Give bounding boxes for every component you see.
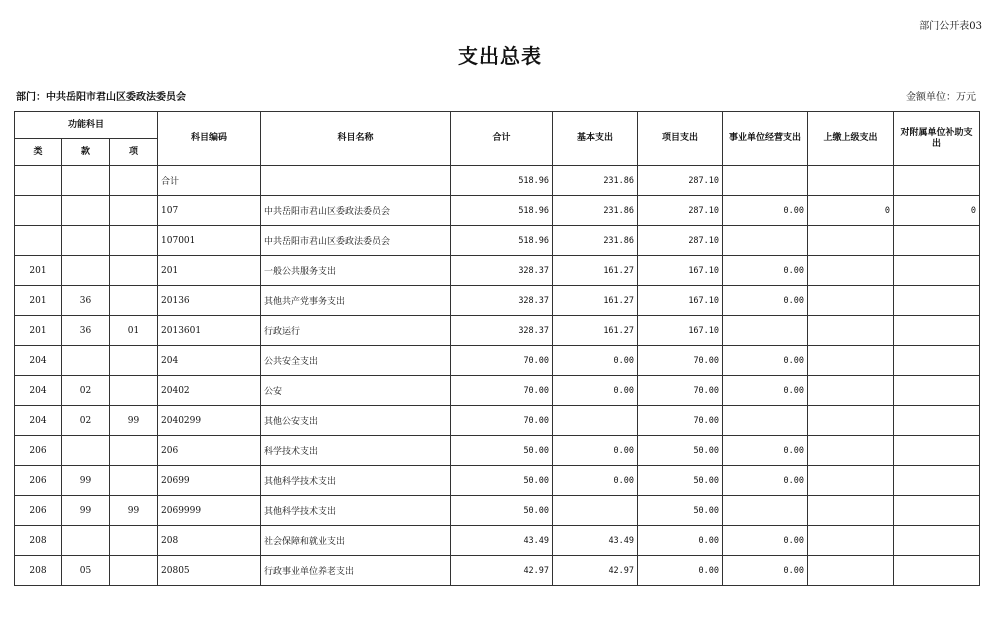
cell-basic: 231.86 xyxy=(553,226,638,256)
cell-name: 其他公安支出 xyxy=(261,406,451,436)
cell-kuan xyxy=(62,256,110,286)
cell-xiang xyxy=(110,346,158,376)
cell-code: 107 xyxy=(158,196,261,226)
cell-project: 70.00 xyxy=(638,346,723,376)
cell-xiang xyxy=(110,286,158,316)
cell-total: 328.37 xyxy=(451,286,553,316)
cell-total: 328.37 xyxy=(451,256,553,286)
cell-business xyxy=(723,316,808,346)
cell-code: 2069999 xyxy=(158,496,261,526)
cell-subsidy xyxy=(894,286,980,316)
cell-kuan xyxy=(62,196,110,226)
cell-basic: 0.00 xyxy=(553,346,638,376)
cell-subsidy xyxy=(894,496,980,526)
cell-code: 107001 xyxy=(158,226,261,256)
header-lei: 类 xyxy=(15,139,62,166)
cell-code: 201 xyxy=(158,256,261,286)
cell-xiang xyxy=(110,256,158,286)
cell-upper xyxy=(808,556,894,586)
cell-upper xyxy=(808,316,894,346)
expenditure-table xyxy=(14,111,980,586)
cell-total: 328.37 xyxy=(451,316,553,346)
cell-name: 行政事业单位养老支出 xyxy=(261,556,451,586)
cell-upper: 0 xyxy=(808,196,894,226)
cell-lei: 206 xyxy=(15,436,62,466)
header-xiang: 项 xyxy=(110,139,158,166)
header-total: 合计 xyxy=(451,112,553,166)
cell-project: 70.00 xyxy=(638,406,723,436)
cell-code: 合计 xyxy=(158,166,261,196)
cell-kuan xyxy=(62,226,110,256)
cell-xiang xyxy=(110,526,158,556)
header-row-1 xyxy=(15,112,980,139)
cell-upper xyxy=(808,346,894,376)
cell-kuan: 36 xyxy=(62,316,110,346)
table-row xyxy=(15,526,980,556)
cell-total: 70.00 xyxy=(451,376,553,406)
cell-business: 0.00 xyxy=(723,196,808,226)
cell-name: 其他共产党事务支出 xyxy=(261,286,451,316)
table-row xyxy=(15,226,980,256)
cell-business: 0.00 xyxy=(723,346,808,376)
cell-project: 0.00 xyxy=(638,556,723,586)
cell-kuan xyxy=(62,166,110,196)
cell-basic: 161.27 xyxy=(553,316,638,346)
cell-lei: 201 xyxy=(15,286,62,316)
cell-lei: 201 xyxy=(15,256,62,286)
cell-name: 行政运行 xyxy=(261,316,451,346)
cell-lei: 201 xyxy=(15,316,62,346)
cell-basic: 161.27 xyxy=(553,286,638,316)
cell-basic: 0.00 xyxy=(553,436,638,466)
cell-upper xyxy=(808,286,894,316)
cell-xiang: 01 xyxy=(110,316,158,346)
header-name: 科目名称 xyxy=(261,112,451,166)
cell-basic: 161.27 xyxy=(553,256,638,286)
cell-business xyxy=(723,226,808,256)
cell-project: 287.10 xyxy=(638,196,723,226)
cell-project: 287.10 xyxy=(638,226,723,256)
cell-name: 社会保障和就业支出 xyxy=(261,526,451,556)
cell-subsidy xyxy=(894,376,980,406)
cell-business: 0.00 xyxy=(723,556,808,586)
cell-kuan xyxy=(62,436,110,466)
cell-lei: 204 xyxy=(15,406,62,436)
cell-basic: 42.97 xyxy=(553,556,638,586)
cell-total: 518.96 xyxy=(451,166,553,196)
cell-business: 0.00 xyxy=(723,286,808,316)
cell-xiang: 99 xyxy=(110,496,158,526)
cell-kuan: 02 xyxy=(62,406,110,436)
table-row xyxy=(15,316,980,346)
table-row xyxy=(15,556,980,586)
cell-name: 其他科学技术支出 xyxy=(261,496,451,526)
cell-subsidy xyxy=(894,406,980,436)
table-row xyxy=(15,196,980,226)
cell-lei: 206 xyxy=(15,496,62,526)
cell-name: 公共安全支出 xyxy=(261,346,451,376)
cell-basic: 231.86 xyxy=(553,166,638,196)
cell-basic xyxy=(553,406,638,436)
cell-lei xyxy=(15,226,62,256)
cell-business xyxy=(723,496,808,526)
cell-xiang: 99 xyxy=(110,406,158,436)
cell-subsidy xyxy=(894,466,980,496)
cell-code: 20805 xyxy=(158,556,261,586)
cell-subsidy xyxy=(894,256,980,286)
cell-project: 70.00 xyxy=(638,376,723,406)
cell-xiang xyxy=(110,376,158,406)
header-upper: 上缴上级支出 xyxy=(808,112,894,166)
table-row xyxy=(15,286,980,316)
cell-name: 中共岳阳市君山区委政法委员会 xyxy=(261,226,451,256)
cell-name: 其他科学技术支出 xyxy=(261,466,451,496)
form-number: 部门公开表03 xyxy=(919,21,982,32)
header-func-subject: 功能科目 xyxy=(15,112,158,139)
cell-subsidy xyxy=(894,526,980,556)
header-kuan: 款 xyxy=(62,139,110,166)
cell-name: 公安 xyxy=(261,376,451,406)
cell-subsidy xyxy=(894,346,980,376)
department-label: 部门：中共岳阳市君山区委政法委员会 xyxy=(16,92,186,103)
cell-subsidy xyxy=(894,556,980,586)
cell-project: 287.10 xyxy=(638,166,723,196)
cell-total: 518.96 xyxy=(451,226,553,256)
cell-total: 70.00 xyxy=(451,346,553,376)
cell-upper xyxy=(808,406,894,436)
table-row xyxy=(15,406,980,436)
cell-project: 50.00 xyxy=(638,496,723,526)
cell-lei: 204 xyxy=(15,376,62,406)
cell-kuan xyxy=(62,346,110,376)
cell-project: 167.10 xyxy=(638,316,723,346)
cell-business xyxy=(723,166,808,196)
cell-total: 70.00 xyxy=(451,406,553,436)
cell-subsidy xyxy=(894,226,980,256)
cell-code: 204 xyxy=(158,346,261,376)
cell-total: 42.97 xyxy=(451,556,553,586)
cell-xiang xyxy=(110,166,158,196)
cell-subsidy xyxy=(894,316,980,346)
cell-total: 50.00 xyxy=(451,466,553,496)
cell-subsidy xyxy=(894,436,980,466)
cell-business: 0.00 xyxy=(723,466,808,496)
cell-name: 中共岳阳市君山区委政法委员会 xyxy=(261,196,451,226)
table-row xyxy=(15,436,980,466)
table-row xyxy=(15,256,980,286)
cell-total: 50.00 xyxy=(451,496,553,526)
cell-code: 2013601 xyxy=(158,316,261,346)
cell-total: 518.96 xyxy=(451,196,553,226)
cell-lei xyxy=(15,196,62,226)
cell-upper xyxy=(808,496,894,526)
cell-code: 206 xyxy=(158,436,261,466)
cell-lei: 208 xyxy=(15,526,62,556)
page-title: 支出总表 xyxy=(458,44,542,68)
cell-xiang xyxy=(110,436,158,466)
cell-kuan: 05 xyxy=(62,556,110,586)
cell-kuan: 02 xyxy=(62,376,110,406)
cell-upper xyxy=(808,166,894,196)
cell-upper xyxy=(808,436,894,466)
cell-total: 50.00 xyxy=(451,436,553,466)
cell-business: 0.00 xyxy=(723,256,808,286)
amount-unit-label: 金额单位：万元 xyxy=(906,92,976,103)
cell-business: 0.00 xyxy=(723,526,808,556)
header-business: 事业单位经营支出 xyxy=(723,112,808,166)
cell-basic: 231.86 xyxy=(553,196,638,226)
table-row xyxy=(15,376,980,406)
cell-lei: 204 xyxy=(15,346,62,376)
cell-upper xyxy=(808,466,894,496)
cell-project: 0.00 xyxy=(638,526,723,556)
cell-project: 50.00 xyxy=(638,436,723,466)
cell-xiang xyxy=(110,556,158,586)
cell-name: 一般公共服务支出 xyxy=(261,256,451,286)
table-row xyxy=(15,346,980,376)
cell-name: 科学技术支出 xyxy=(261,436,451,466)
cell-project: 167.10 xyxy=(638,286,723,316)
table-row xyxy=(15,466,980,496)
cell-upper xyxy=(808,526,894,556)
header-code: 科目编码 xyxy=(158,112,261,166)
cell-kuan xyxy=(62,526,110,556)
cell-basic: 0.00 xyxy=(553,466,638,496)
table-row xyxy=(15,166,980,196)
cell-code: 208 xyxy=(158,526,261,556)
cell-subsidy xyxy=(894,166,980,196)
cell-subsidy: 0 xyxy=(894,196,980,226)
cell-xiang xyxy=(110,466,158,496)
header-subsidy: 对附属单位补助支出 xyxy=(894,112,980,166)
table-row xyxy=(15,496,980,526)
cell-code: 2040299 xyxy=(158,406,261,436)
header-basic: 基本支出 xyxy=(553,112,638,166)
cell-project: 167.10 xyxy=(638,256,723,286)
cell-business: 0.00 xyxy=(723,376,808,406)
cell-total: 43.49 xyxy=(451,526,553,556)
cell-basic: 0.00 xyxy=(553,376,638,406)
cell-business xyxy=(723,406,808,436)
header-project: 项目支出 xyxy=(638,112,723,166)
cell-code: 20699 xyxy=(158,466,261,496)
cell-lei xyxy=(15,166,62,196)
cell-name xyxy=(261,166,451,196)
cell-upper xyxy=(808,256,894,286)
cell-basic: 43.49 xyxy=(553,526,638,556)
cell-xiang xyxy=(110,196,158,226)
cell-project: 50.00 xyxy=(638,466,723,496)
cell-upper xyxy=(808,226,894,256)
cell-upper xyxy=(808,376,894,406)
cell-lei: 206 xyxy=(15,466,62,496)
cell-xiang xyxy=(110,226,158,256)
cell-business: 0.00 xyxy=(723,436,808,466)
cell-kuan: 99 xyxy=(62,466,110,496)
cell-code: 20402 xyxy=(158,376,261,406)
cell-kuan: 99 xyxy=(62,496,110,526)
cell-basic xyxy=(553,496,638,526)
cell-kuan: 36 xyxy=(62,286,110,316)
cell-lei: 208 xyxy=(15,556,62,586)
cell-code: 20136 xyxy=(158,286,261,316)
